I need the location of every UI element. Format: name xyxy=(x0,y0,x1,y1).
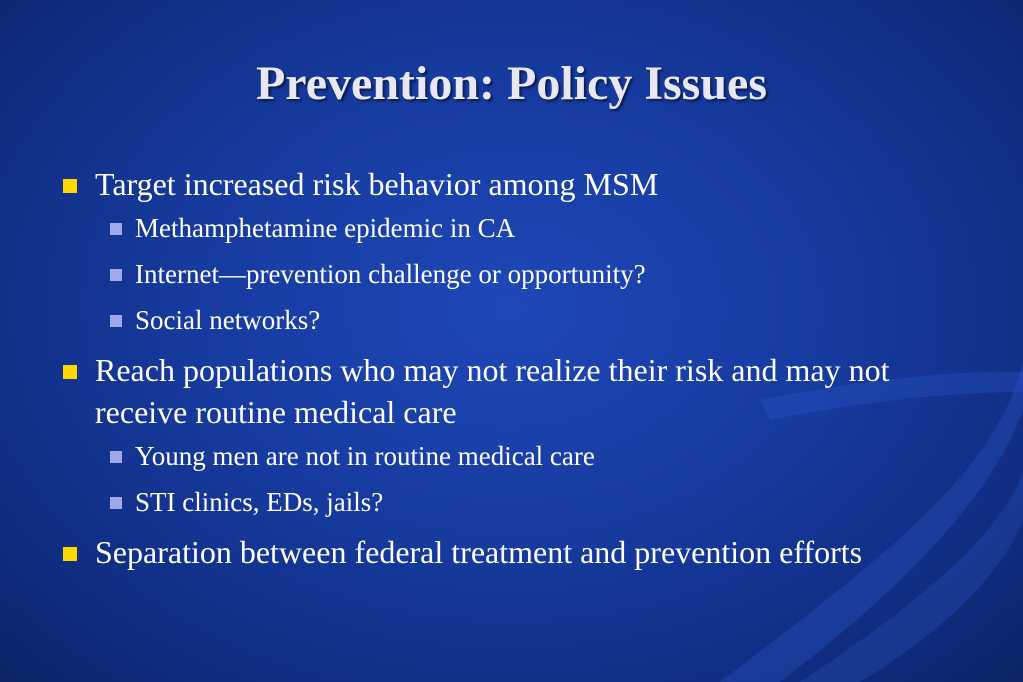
square-bullet-icon xyxy=(110,451,122,463)
sub-bullet-item xyxy=(60,439,960,473)
sub-bullet-item xyxy=(60,257,960,291)
bullet-text: Target increased risk behavior among MSM xyxy=(95,166,659,202)
square-bullet-icon xyxy=(63,365,77,379)
sub-bullet-text: STI clinics, EDs, jails? xyxy=(135,487,384,517)
sub-bullet-text: Social networks? xyxy=(135,305,321,335)
sub-bullet-item xyxy=(60,211,960,245)
sub-bullet-item xyxy=(60,485,960,519)
sub-bullet-text: Young men are not in routine medical care xyxy=(135,441,595,471)
square-bullet-icon xyxy=(63,179,77,193)
square-bullet-icon xyxy=(63,547,77,561)
bullet-text: Reach populations who may not realize their risk and may not receive routine medical care xyxy=(95,352,890,430)
bullet-item xyxy=(60,531,960,573)
square-bullet-icon xyxy=(110,223,122,235)
bullet-list xyxy=(60,163,960,579)
sub-bullet-text: Internet—prevention challenge or opportunity? xyxy=(135,259,646,289)
square-bullet-icon xyxy=(110,315,122,327)
sub-bullet-item xyxy=(60,303,960,337)
bullet-item xyxy=(60,349,960,433)
bullet-item xyxy=(60,163,960,205)
slide-title: Prevention: Policy Issues xyxy=(255,57,768,110)
square-bullet-icon xyxy=(110,497,122,509)
square-bullet-icon xyxy=(110,269,122,281)
sub-bullet-text: Methamphetamine epidemic in CA xyxy=(135,213,516,243)
bullet-text: Separation between federal treatment and prevention efforts xyxy=(95,534,863,570)
